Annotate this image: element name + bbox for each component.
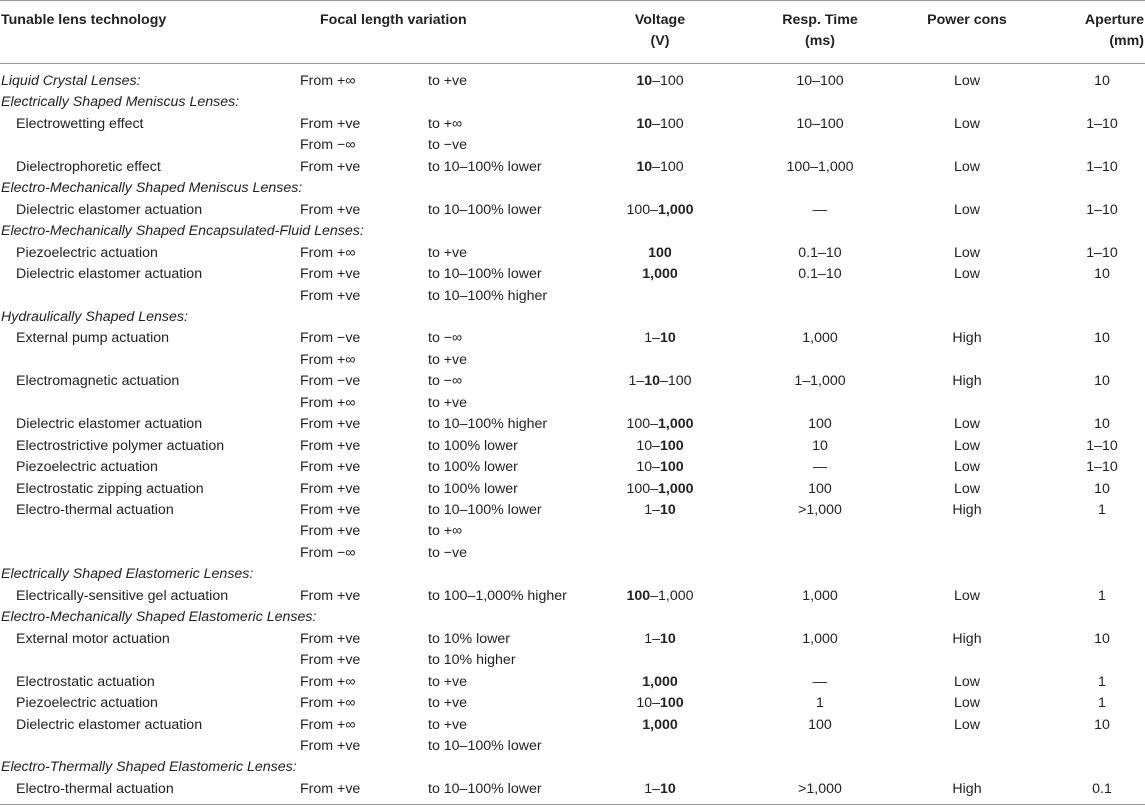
table-row	[0, 350, 1145, 371]
focal-to: to 10–100% lower	[428, 502, 542, 518]
focal-to: to 10–100% lower	[428, 266, 542, 283]
table-row	[0, 414, 1145, 435]
aperture: 1	[1098, 695, 1106, 712]
section-row	[0, 178, 1145, 199]
table-row	[0, 436, 1145, 457]
header-tech: Tunable lens technology	[1, 12, 167, 28]
header-focal: Focal length variation	[320, 12, 467, 28]
focal-from: From +ve	[300, 115, 361, 132]
focal-from: From +ve	[300, 523, 361, 540]
table-row	[0, 650, 1145, 671]
focal-to: to 10–100% higher	[428, 287, 548, 304]
table-header-rule	[0, 63, 1145, 64]
focal-to: to 10–100% lower	[428, 201, 542, 218]
header-resp-line1: Resp. Time	[782, 12, 858, 28]
response-time: 1,000	[802, 630, 838, 647]
focal-to: to 10–100% lower	[428, 737, 542, 754]
focal-from: From +∞	[300, 716, 356, 733]
focal-to: to +ve	[428, 716, 468, 733]
response-time: >1,000	[798, 780, 842, 797]
table-row	[0, 71, 1145, 92]
table-row	[0, 521, 1145, 542]
power-consumption: Low	[953, 158, 981, 175]
focal-from: From −ve	[300, 330, 361, 347]
voltage-emphasis: 100	[660, 437, 684, 454]
focal-from: From +∞	[300, 244, 356, 261]
table-row	[0, 672, 1145, 693]
voltage-prefix: 10–	[636, 459, 660, 476]
header-aperture	[1060, 10, 1144, 52]
focal-from: From +ve	[300, 158, 361, 175]
focal-to: to −∞	[428, 330, 463, 347]
technology-name: Electromagnetic actuation	[16, 373, 180, 390]
header-resp	[730, 10, 910, 52]
aperture: 1	[1098, 673, 1106, 690]
focal-to: to 10–100% lower	[428, 158, 542, 175]
focal-to: to 10% lower	[428, 630, 511, 647]
focal-from: From −∞	[300, 137, 356, 154]
voltage-prefix: 100–	[626, 480, 659, 497]
technology-name: External pump actuation	[16, 330, 170, 347]
voltage-suffix: –100	[652, 158, 684, 175]
voltage-emphasis: 100	[626, 587, 651, 604]
header-voltage-line2: (V)	[650, 33, 670, 49]
table-row	[0, 157, 1145, 178]
voltage-emphasis: 1,000	[658, 416, 694, 433]
aperture: 1–10	[1086, 201, 1118, 218]
voltage-prefix: 1–	[644, 330, 660, 347]
power-consumption: Low	[953, 480, 981, 497]
focal-to: to −ve	[428, 544, 468, 561]
table-top-rule	[0, 0, 1145, 1]
section-title: Electro-Thermally Shaped Elastomeric Lenses:	[1, 759, 297, 776]
power-consumption: Low	[953, 244, 981, 261]
section-row	[0, 564, 1145, 585]
technology-name: Electro-thermal actuation	[16, 502, 174, 518]
voltage-prefix: 10–	[636, 695, 660, 712]
table-row	[0, 135, 1145, 156]
aperture: 10	[1094, 266, 1110, 283]
voltage-emphasis: 10	[636, 115, 653, 132]
focal-from: From +∞	[300, 394, 356, 411]
voltage-emphasis: 100	[660, 459, 684, 476]
technology-name: Dielectric elastomer actuation	[16, 416, 203, 433]
voltage-prefix: 1–	[628, 373, 645, 390]
focal-to: to 100–1,000% higher	[428, 587, 567, 604]
focal-from: From −∞	[300, 544, 356, 561]
focal-to: to +ve	[428, 394, 468, 411]
voltage-emphasis: 1,000	[642, 716, 678, 733]
aperture: 1	[1098, 502, 1106, 518]
technology-name: External motor actuation	[16, 630, 170, 647]
focal-to: to 100% lower	[428, 480, 518, 497]
voltage-emphasis: 10	[660, 780, 676, 797]
focal-to: to +ve	[428, 673, 468, 690]
header-power: Power cons	[927, 12, 1007, 28]
response-time: 10–100	[796, 115, 844, 132]
focal-from: From +ve	[300, 737, 361, 754]
focal-to: to 100% lower	[428, 459, 518, 476]
table-row	[0, 457, 1145, 478]
response-time: —	[812, 201, 828, 218]
response-time: 100	[808, 416, 832, 433]
response-time: —	[812, 459, 828, 476]
section-title: Electrically Shaped Elastomeric Lenses:	[1, 566, 254, 583]
technology-name: Electrically-sensitive gel actuation	[16, 587, 229, 604]
table-row	[0, 264, 1145, 285]
table-row	[0, 736, 1145, 757]
section-row	[0, 757, 1145, 778]
table-row	[0, 629, 1145, 650]
technology-name: Piezoelectric actuation	[16, 459, 158, 476]
focal-to: to +ve	[428, 695, 468, 712]
voltage-emphasis: 10	[636, 158, 653, 175]
voltage-prefix: 1–	[644, 630, 660, 647]
focal-to: to +∞	[428, 115, 463, 132]
section-title: Electro-Mechanically Shaped Meniscus Lenses:	[1, 180, 303, 197]
voltage-suffix: –100	[652, 115, 684, 132]
aperture: 10	[1094, 330, 1110, 347]
voltage-emphasis: 10	[660, 502, 676, 518]
focal-to: to +ve	[428, 73, 468, 89]
technology-name: Electrostatic zipping actuation	[16, 480, 204, 497]
focal-to: to +∞	[428, 523, 463, 540]
response-time: 1–1,000	[794, 373, 846, 390]
focal-from: From +ve	[300, 480, 361, 497]
aperture: 1–10	[1086, 459, 1118, 476]
table-row	[0, 779, 1145, 800]
focal-to: to 100% lower	[428, 437, 518, 454]
technology-name: Piezoelectric actuation	[16, 244, 158, 261]
focal-from: From +ve	[300, 630, 361, 647]
power-consumption: Low	[953, 115, 981, 132]
response-time: 0.1–10	[798, 266, 842, 283]
section-title: Liquid Crystal Lenses:	[1, 73, 141, 89]
focal-from: From +∞	[300, 351, 356, 368]
focal-from: From +ve	[300, 780, 361, 797]
voltage-prefix: 1–	[644, 502, 660, 518]
section-title: Electro-Mechanically Shaped Elastomeric Lenses:	[1, 609, 317, 626]
response-time: —	[812, 673, 828, 690]
header-voltage-line1: Voltage	[634, 12, 686, 28]
table-bottom-rule	[0, 804, 1145, 805]
focal-from: From +∞	[300, 73, 356, 89]
power-consumption: Low	[953, 73, 981, 89]
focal-from: From +ve	[300, 437, 361, 454]
table-row	[0, 371, 1145, 392]
table-row	[0, 543, 1145, 564]
aperture: 10	[1094, 480, 1110, 497]
focal-from: From +ve	[300, 652, 361, 669]
table-row	[0, 500, 1145, 521]
focal-to: to +ve	[428, 351, 468, 368]
table-row	[0, 586, 1145, 607]
table-row	[0, 715, 1145, 736]
technology-name: Piezoelectric actuation	[16, 695, 158, 712]
focal-from: From +ve	[300, 416, 361, 433]
aperture: 1–10	[1086, 158, 1118, 175]
table-row	[0, 200, 1145, 221]
voltage-emphasis: 1,000	[642, 266, 678, 283]
power-consumption: Low	[953, 416, 981, 433]
table-row	[0, 393, 1145, 414]
voltage-emphasis: 1,000	[658, 201, 694, 218]
technology-name: Electrostatic actuation	[16, 673, 155, 690]
aperture: 10	[1094, 73, 1110, 89]
section-row	[0, 92, 1145, 113]
focal-from: From +∞	[300, 695, 356, 712]
focal-from: From +ve	[300, 502, 361, 518]
table-row	[0, 243, 1145, 264]
section-row	[0, 221, 1145, 242]
voltage-prefix: 100–	[626, 416, 659, 433]
power-consumption: Low	[953, 201, 981, 218]
technology-name: Electrostrictive polymer actuation	[16, 437, 225, 454]
voltage-suffix: –1,000	[650, 587, 694, 604]
power-consumption: Low	[953, 716, 981, 733]
technology-name: Electrowetting effect	[16, 115, 144, 132]
response-time: 10	[812, 437, 828, 454]
response-time: 0.1–10	[798, 244, 842, 261]
focal-to: to 10–100% higher	[428, 416, 548, 433]
aperture: 1–10	[1086, 115, 1118, 132]
voltage-emphasis: 100	[660, 695, 684, 712]
header-aperture-line1: Aperture	[1084, 12, 1144, 28]
response-time: >1,000	[798, 502, 842, 518]
power-consumption: Low	[953, 459, 981, 476]
voltage-emphasis: 10	[636, 73, 653, 89]
focal-to: to 10–100% lower	[428, 780, 542, 797]
technology-name: Dielectric elastomer actuation	[16, 201, 203, 218]
response-time: 10–100	[796, 73, 844, 89]
focal-to: to −∞	[428, 373, 463, 390]
response-time: 100–1,000	[786, 158, 854, 175]
focal-to: to +ve	[428, 244, 468, 261]
voltage-emphasis: 1,000	[658, 480, 694, 497]
technology-name: Dielectric elastomer actuation	[16, 266, 203, 283]
power-consumption: High	[952, 502, 982, 518]
power-consumption: Low	[953, 695, 981, 712]
response-time: 1,000	[802, 330, 838, 347]
aperture: 10	[1094, 416, 1110, 433]
technology-name: Electro-thermal actuation	[16, 780, 174, 797]
response-time: 100	[808, 480, 832, 497]
focal-from: From +ve	[300, 266, 361, 283]
voltage-prefix: 10–	[636, 437, 660, 454]
table-row	[0, 479, 1145, 500]
voltage-suffix: –100	[652, 73, 684, 89]
section-row	[0, 607, 1145, 628]
technology-name: Dielectric elastomer actuation	[16, 716, 203, 733]
focal-from: From +∞	[300, 673, 356, 690]
focal-to: to 10% higher	[428, 652, 516, 669]
table-row	[0, 693, 1145, 714]
focal-from: From −ve	[300, 373, 361, 390]
technology-name: Dielectrophoretic effect	[16, 158, 161, 175]
aperture: 1–10	[1086, 437, 1118, 454]
table-row	[0, 328, 1145, 349]
voltage-prefix: 100–	[626, 201, 659, 218]
section-title: Electrically Shaped Meniscus Lenses:	[1, 94, 240, 111]
power-consumption: Low	[953, 266, 981, 283]
voltage-emphasis: 10	[660, 330, 676, 347]
response-time: 1,000	[802, 587, 838, 604]
section-title: Electro-Mechanically Shaped Encapsulated-Fluid Lenses:	[1, 223, 364, 240]
section-title: Hydraulically Shaped Lenses:	[1, 308, 188, 325]
power-consumption: Low	[953, 437, 981, 454]
table-row	[0, 286, 1145, 307]
aperture: 10	[1094, 630, 1110, 647]
aperture: 0.1	[1092, 780, 1112, 797]
voltage-prefix: 1–	[644, 780, 660, 797]
focal-from: From +ve	[300, 459, 361, 476]
voltage-emphasis: 10	[644, 373, 660, 390]
section-row	[0, 307, 1145, 328]
focal-from: From +ve	[300, 201, 361, 218]
table-row	[0, 114, 1145, 135]
focal-from: From +ve	[300, 587, 361, 604]
response-time: 1	[816, 695, 824, 712]
voltage-emphasis: 100	[648, 244, 672, 261]
voltage-suffix: –100	[660, 373, 692, 390]
power-consumption: High	[952, 630, 982, 647]
focal-to: to −ve	[428, 137, 468, 154]
header-resp-line2: (ms)	[805, 33, 835, 49]
aperture: 1	[1098, 587, 1106, 604]
voltage-emphasis: 10	[660, 630, 676, 647]
power-consumption: High	[952, 330, 982, 347]
focal-from: From +ve	[300, 287, 361, 304]
power-consumption: Low	[953, 673, 981, 690]
voltage-emphasis: 1,000	[642, 673, 678, 690]
power-consumption: High	[952, 373, 982, 390]
response-time: 100	[808, 716, 832, 733]
header-aperture-line2: (mm)	[1109, 33, 1144, 49]
aperture: 10	[1094, 373, 1110, 390]
aperture: 1–10	[1086, 244, 1118, 261]
power-consumption: Low	[953, 587, 981, 604]
aperture: 10	[1094, 716, 1110, 733]
power-consumption: High	[952, 780, 982, 797]
